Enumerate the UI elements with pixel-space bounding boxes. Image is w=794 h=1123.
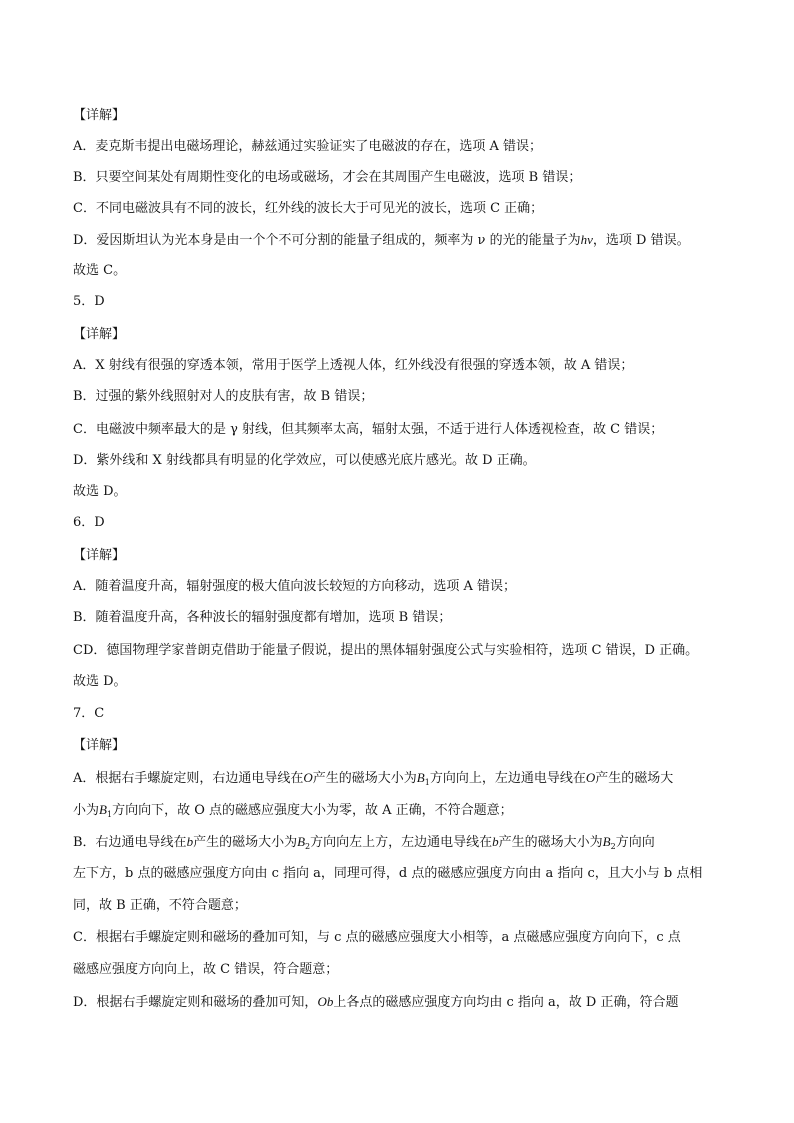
conclusion-text: 故选 C。 (73, 263, 127, 278)
option-c-line-2: 磁感应强度方向向上，故 C 错误，符合题意； (73, 962, 339, 977)
option-a-line-1: A．根据右手螺旋定则，右边通电导线在O产生的磁场大小为$B_1$方向向上，左边通电导线在O产生的磁场大 (73, 770, 674, 787)
option-c-text: C．电磁波中频率最大的是 γ 射线，但其频率太高，辐射太强，不适于进行人体透视检查，故 C 错误； (73, 422, 664, 437)
option-c-line-1: C．根据右手螺旋定则和磁场的叠加可知，与 c 点的磁感应强度大小相等，a 点磁感应强度方向向下，c 点 (73, 930, 681, 945)
option-b-line-1: B．右边通电导线在b产生的磁场大小为$B_2$方向向左上方，左边通电导线在b产生的磁场大小为$B_2$方向向 (73, 834, 655, 851)
detail-heading: 【详解】 (73, 327, 126, 342)
option-d-text: D．紫外线和 X 射线都具有明显的化学效应，可以使感光底片感光。故 D 正确。 (73, 453, 536, 468)
answer-5: 5．D (73, 294, 105, 309)
option-b-text: B．只要空间某处有周期性变化的电场或磁场，才会在其周围产生电磁波，选项 B 错误； (73, 170, 582, 185)
detail-heading: 【详解】 (73, 738, 126, 753)
option-a-text: A．X 射线有很强的穿透本领，常用于医学上透视人体，红外线没有很强的穿透本领，故 A 错误； (73, 358, 634, 373)
option-b-text: B．随着温度升高，各种波长的辐射强度都有增加，选项 B 错误； (73, 610, 452, 625)
option-b-line-2: 左下方，b 点的磁感应强度方向由 c 指向 a，同理可得，d 点的磁感应强度方向由 a 指向 c，且大小与 b 点相 (73, 866, 703, 881)
option-a-text: A．麦克斯韦提出电磁场理论，赫兹通过实验证实了电磁波的存在，选项 A 错误； (73, 139, 543, 154)
option-a-line-2: 小为$B_1$方向向下，故 O 点的磁感应强度大小为零，故 A 正确，不符合题意； (73, 802, 513, 819)
option-d-line-1: D．根据右手螺旋定则和磁场的叠加可知，Ob上各点的磁感应强度方向均由 c 指向 a，故 D 正确，符合题 (73, 994, 679, 1010)
conclusion-text: 故选 D。 (73, 484, 127, 499)
option-b-text: B．过强的紫外线照射对人的皮肤有害，故 B 错误； (73, 389, 374, 404)
detail-heading: 【详解】 (73, 548, 126, 563)
answer-7: 7．C (73, 706, 105, 721)
detail-heading: 【详解】 (73, 108, 126, 123)
conclusion-text: 故选 D。 (73, 674, 127, 689)
option-d-text: D．爱因斯坦认为光本身是由一个个不可分割的能量子组成的，频率为 ν 的光的能量子为hν，选项 D 错误。 (73, 232, 690, 248)
option-b-line-3: 同，故 B 正确，不符合题意； (73, 898, 247, 913)
option-a-text: A．随着温度升高，辐射强度的极大值向波长较短的方向移动，选项 A 错误； (73, 579, 517, 594)
answer-6: 6．D (73, 515, 105, 530)
option-cd-text: CD．德国物理学家普朗克借助于能量子假说，提出的黑体辐射强度公式与实验相符，选项 C 错误，D 正确。 (73, 643, 699, 658)
option-c-text: C．不同电磁波具有不同的波长，红外线的波长大于可见光的波长，选项 C 正确； (73, 201, 544, 216)
